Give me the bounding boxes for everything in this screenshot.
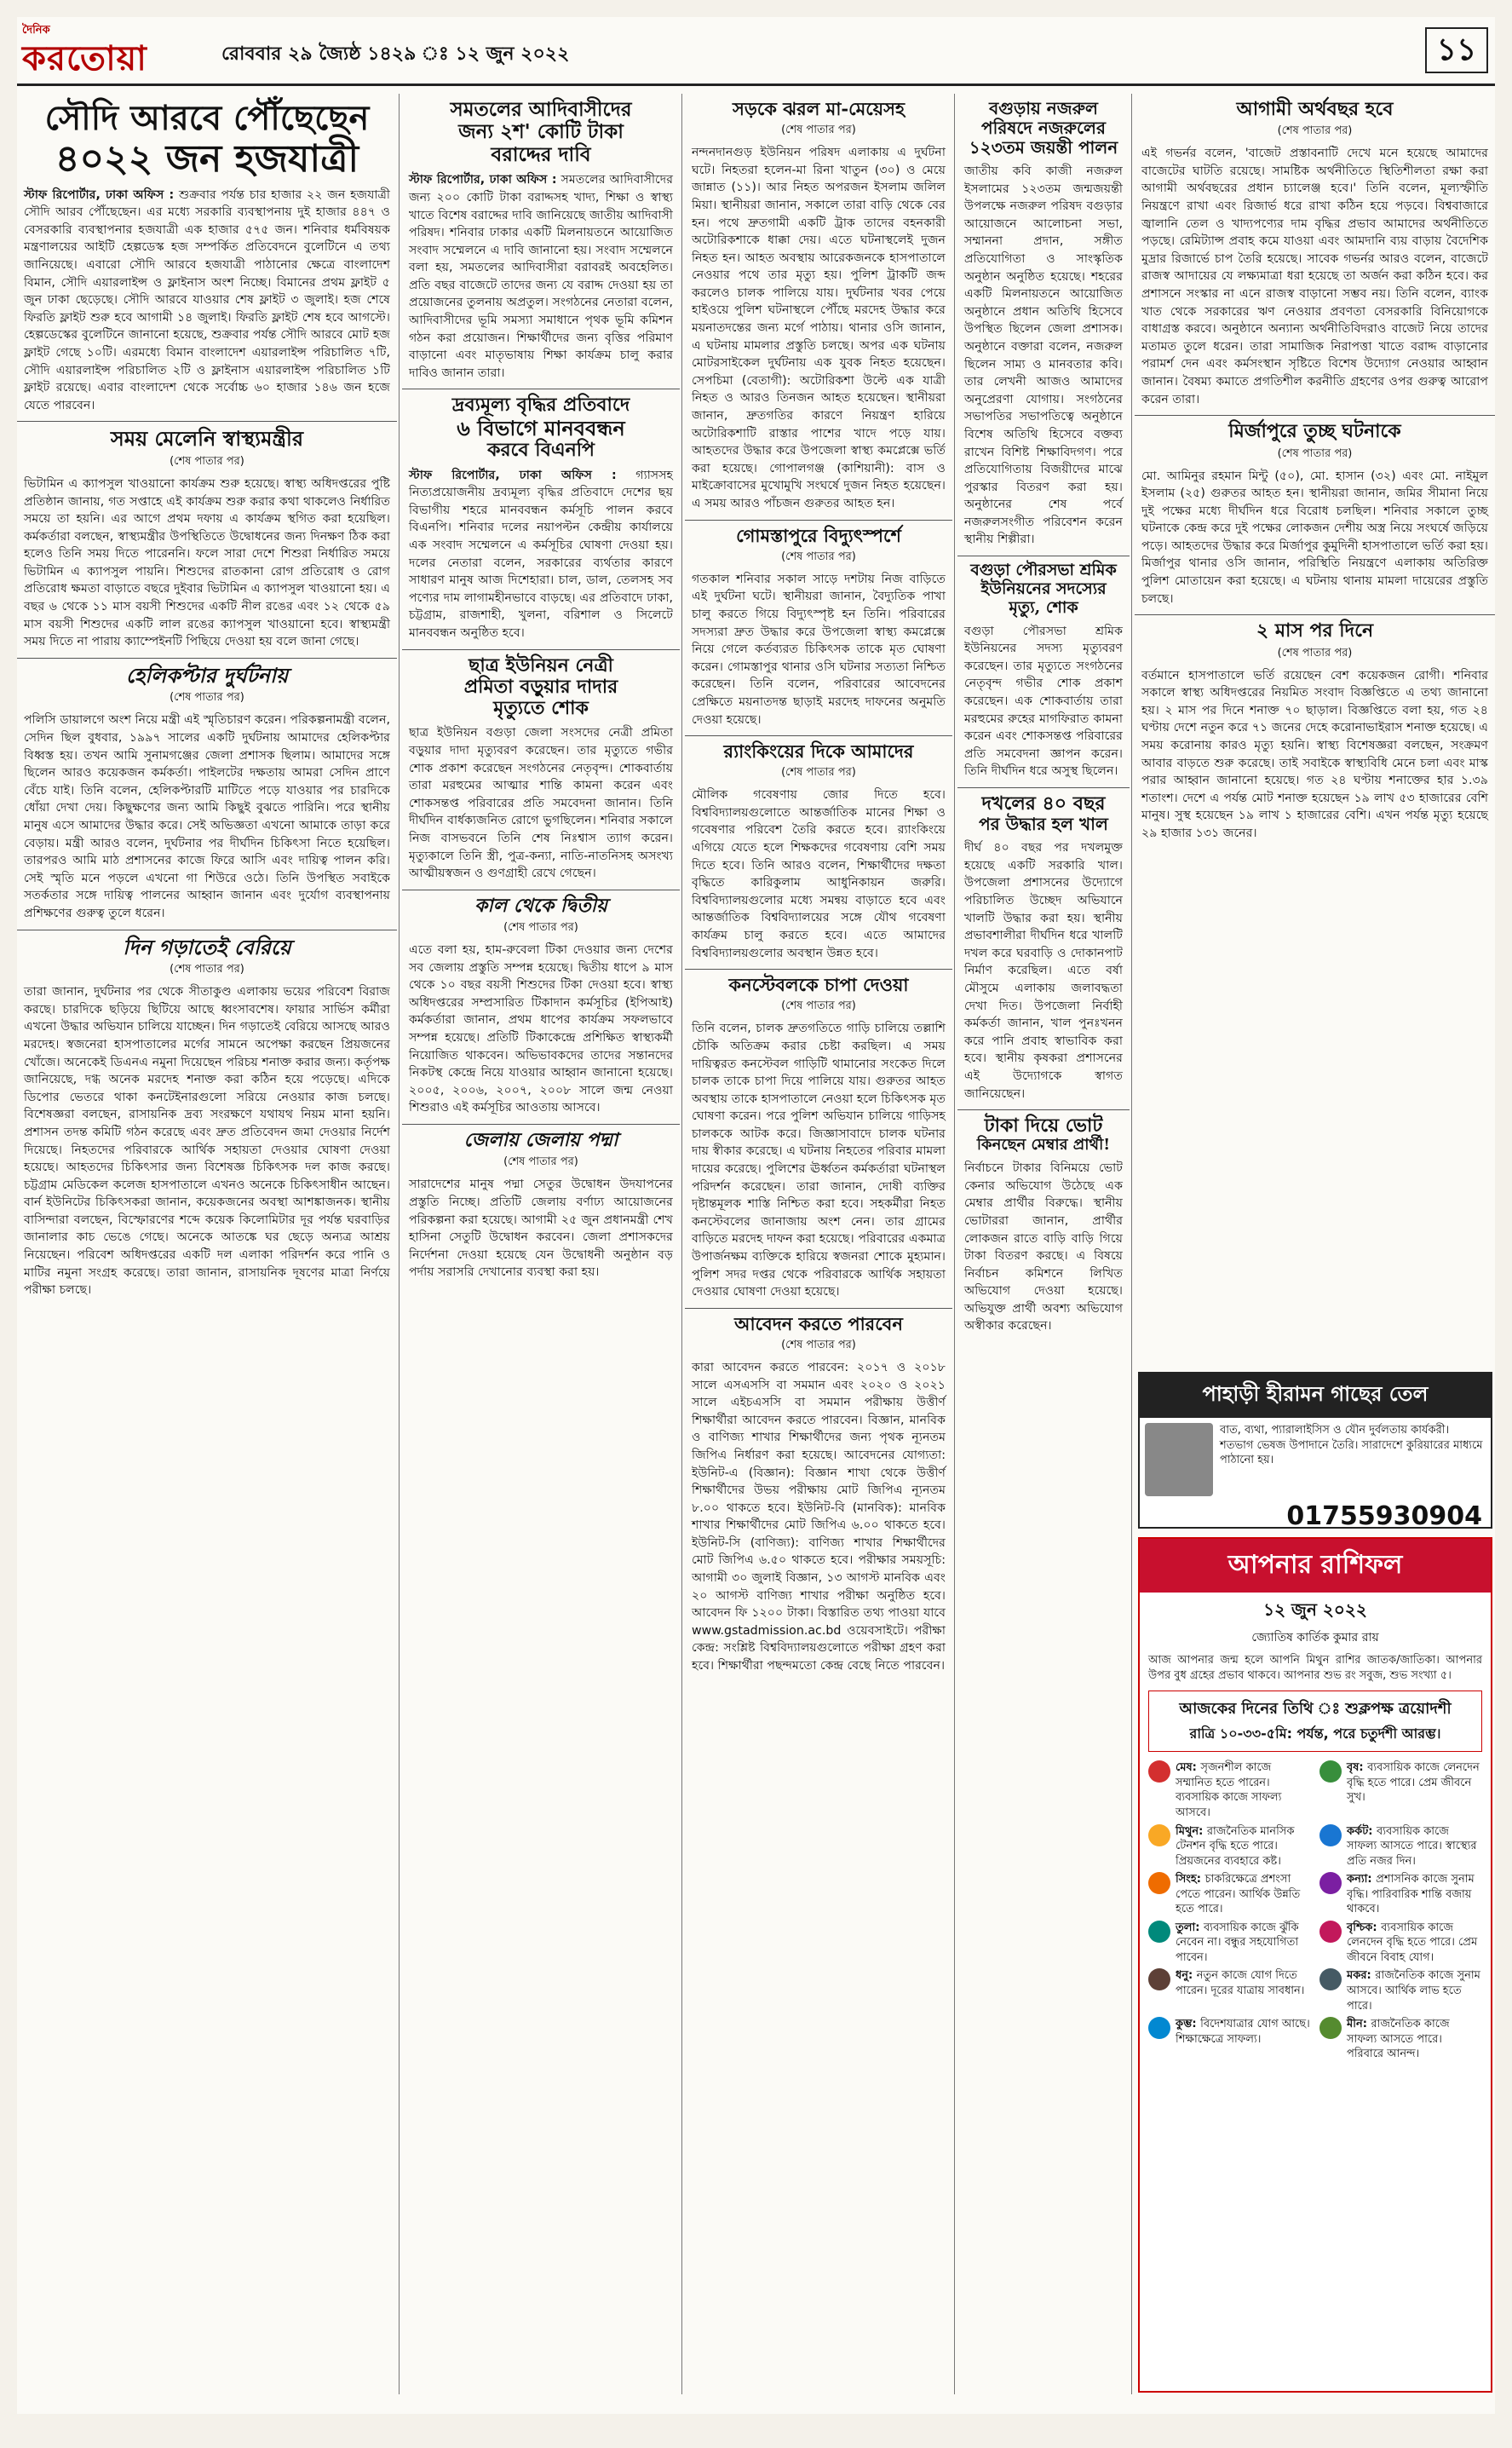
logo-small-text: দৈনিক [22, 24, 50, 37]
headline-line-3: মৃত্যুতে শোক [493, 697, 589, 720]
zodiac-text: ব্যবসায়িক কাজে সাফল্য আসতে পারে। স্বাস্থ্যের প্রতি নজর দিন। [1347, 1824, 1477, 1868]
continued-label: (শেষ পাতার পর) [170, 691, 244, 705]
zodiac-name: সিংহ: [1176, 1873, 1205, 1886]
article-electrocution [685, 521, 952, 736]
logo-title: করতোয়া [22, 38, 147, 78]
article-body: ছাত্র ইউনিয়ন বগুড়া জেলা সংসদের নেত্রী প্রমিতা বড়ুয়ার দাদা মৃত্যুবরণ করেছেন। তার মৃত্যুতে গভীর শোক প্রকাশ করেছেন সংগঠনের নেতৃবৃন্দ। শোকবার্তায় তারা মরহুমের আত্মার শান্তি কামনা করেন এবং শোকসন্তপ্ত পরিবারের প্রতি সমবেদনা জানান। তিনি দীর্ঘদিন বার্ধক্যজনিত রোগে ভুগছিলেন। শনিবার সকালে নিজ বাসভবনে তিনি শেষ নিঃশ্বাস ত্যাগ করেন। মৃত্যুকালে তিনি স্ত্রী, পুত্র-কন্যা, নাতি-নাতনিসহ অসংখ্য আত্মীয়স্বজন ও গুণগ্রাহী রেখে গেছেন। [409, 726, 673, 881]
zodiac-name: বৃশ্চিক: [1347, 1921, 1382, 1934]
article-nazrul [957, 94, 1130, 556]
headline: সড়কে ঝরল মা-মেয়েসহ [732, 98, 905, 119]
headline-line-1: সৌদি আরবে পৌঁছেছেন [44, 98, 370, 138]
article-body: সমতলের আদিবাসীদের জন্য ২০০ কোটি টাকা বরাদ্দসহ খাদ্য, শিক্ষা ও স্বাস্থ্য খাতে বিশেষ বরাদ্দের দাবি জানিয়েছে জাতীয় আদিবাসী পরিষদ। শনিবার ঢাকার একটি মিলনায়তনে আয়োজিত সংবাদ সম্মেলনে এ দাবি জানানো হয়। সংবাদ সম্মেলনে বলা হয়, সমতলের আদিবাসীরা বরাবরই অবহেলিত। প্রতি বছর বাজেটে তাদের জন্য যে বরাদ্দ দেওয়া হয় তা প্রয়োজনের তুলনায় অপ্রতুল। সংগঠনের নেতারা বলেন, আদিবাসীদের ভূমি সমস্যা সমাধানে পৃথক ভূমি কমিশন গঠন করা প্রয়োজন। শিক্ষার্থীদের জন্য বৃত্তির পরিমাণ বাড়ানো এবং মাতৃভাষায় শিক্ষা কার্যক্রম চালু করার দাবিও জানান তারা। [409, 173, 673, 380]
zodiac-name: তুলা: [1176, 1921, 1204, 1934]
article-next-fiscal-year [1135, 94, 1495, 416]
article-body: পলিসি ডায়ালগে অংশ নিয়ে মন্ত্রী এই স্মৃতিচারণ করেন। পরিকল্পনামন্ত্রী বলেন, সেদিন ছিল বুধবার, ১৯৯৭ সালের একটি দুর্ঘটনায় আমাদের হেলিকপ্টার বিধ্বস্ত হয়। তখন আমি সুনামগঞ্জের জেলা প্রশাসক ছিলাম। আমাদের সঙ্গে ছিলেন আরও কয়েকজন কর্মকর্তা। পাইলটের দক্ষতায় আমরা সেদিন প্রাণে বেঁচে যাই। তিনি বলেন, হেলিকপ্টারটি মাটিতে পড়ে যাওয়ার পর চারদিকে ধোঁয়া দেখা দেয়। কিছুক্ষণের জন্য আমি কিছুই বুঝতে পারিনি। পরে স্থানীয় মানুষ এসে আমাদের উদ্ধার করে। সেই অভিজ্ঞতা এখনো আমাকে তাড়া করে বেড়ায়। মন্ত্রী আরও বলেন, দুর্ঘটনার পর দীর্ঘদিন চিকিৎসা নিতে হয়েছিল। তারপরও আমি মাঠ প্রশাসনের কাজে ফিরে আসি এবং দায়িত্ব পালন করি। সেই স্মৃতি মনে পড়লে এখনো গা শিউরে ওঠে। তিনি উপস্থিত সবাইকে সতর্কতার সঙ্গে দায়িত্ব পালনের আহ্বান জানান এবং দুর্যোগ ব্যবস্থাপনায় প্রশিক্ষণের গুরুত্ব তুলে ধরেন। [24, 713, 390, 920]
newspaper-logo [22, 22, 167, 78]
article-indigenous-budget [402, 94, 680, 389]
zodiac-sign-icon [1148, 2017, 1170, 2039]
headline-line-1: সমতলের আদিবাসীদের [450, 98, 632, 121]
headline-line-2: পর উদ্ধার হল খাল [979, 814, 1108, 835]
zodiac-text: ব্যবসায়িক কাজে লেনদেন বৃদ্ধি হতে পারে। প্রেম জীবনে বিবাহ যোগ। [1347, 1921, 1478, 1964]
zodiac-sign-icon [1148, 1921, 1170, 1943]
zodiac-sign-icon [1319, 1921, 1342, 1943]
byline: স্টাফ রিপোর্টার, ঢাকা অফিস : [409, 468, 617, 482]
article-canal-recovered [957, 788, 1130, 1110]
headline: আবেদন করতে পারবেন [734, 1312, 903, 1334]
continued-label: (শেষ পাতার পর) [503, 921, 578, 935]
article-road-accident [685, 94, 952, 521]
article-mirzapur [1135, 416, 1495, 615]
article-body: কারা আবেদন করতে পারবেন: ২০১৭ ও ২০১৮ সালে এসএসসি বা সমমান এবং ২০২০ ও ২০২১ সালে এইচএসসি বা সমমান পরীক্ষায় উত্তীর্ণ শিক্ষার্থীরা আবেদন করতে পারবেন। বিজ্ঞান, মানবিক ও বাণিজ্য শাখার শিক্ষার্থীদের জন্য পৃথক ন্যূনতম জিপিএ নির্ধারণ করা হয়েছে। আবেদনের যোগ্যতা: ইউনিট-এ (বিজ্ঞান): বিজ্ঞান শাখা থেকে উত্তীর্ণ শিক্ষার্থীদের উভয় পরীক্ষায় মোট জিপিএ ন্যূনতম ৮.০০ থাকতে হবে। ইউনিট-বি (মানবিক): মানবিক শাখার শিক্ষার্থীদের মোট জিপিএ ৬.০০ থাকতে হবে। ইউনিট-সি (বাণিজ্য): বাণিজ্য শাখার শিক্ষার্থীদের মোট জিপিএ ৬.৫০ থাকতে হবে। পরীক্ষার সময়সূচি: আগামী ৩০ জুলাই বিজ্ঞান, ১৩ আগস্ট মানবিক এবং ২০ আগস্ট বাণিজ্য শাখার পরীক্ষা অনুষ্ঠিত হবে। আবেদন ফি ১২০০ টাকা। বিস্তারিত তথ্য পাওয়া যাবে www.gstadmission.ac.bd ওয়েবসাইটে। পরীক্ষা কেন্দ্র: সংশ্লিষ্ট বিশ্ববিদ্যালয়গুলোতে পরীক্ষা গ্রহণ করা হবে। শিক্ষার্থীরা পছন্দমতো কেন্দ্র বেছে নিতে পারবেন। [692, 1360, 946, 1673]
column-1 [17, 94, 397, 2394]
zodiac-item [1148, 1760, 1311, 1820]
zodiac-name: কুম্ভ: [1176, 2018, 1201, 2031]
column-divider [954, 94, 955, 2394]
article-body: নন্দনদানগুড় ইউনিয়ন পরিষদ এলাকায় এ দুর্ঘটনা ঘটে। নিহতরা হলেন-মা রিনা খাতুন (৩০) ও মেয়ে জান্নাত (১১)। আর নিহত অপরজন ইসলাম জলিল মিয়া। স্থানীয়রা জানান, সকালে তারা বাড়ি থেকে বের হন। পথে দ্রুতগামী একটি ট্রাক তাদের বহনকারী অটোরিকশাকে ধাক্কা দেয়। এতে ঘটনাস্থলেই দুজন নিহত হন। আহত অবস্থায় আরেকজনকে হাসপাতালে নেওয়ার পথে তার মৃত্যু হয়। পুলিশ ট্রাকটি জব্দ করলেও চালক পালিয়ে যায়। দুর্ঘটনার খবর পেয়ে হাইওয়ে পুলিশ ঘটনাস্থলে পৌঁছে মরদেহ উদ্ধার করে ময়নাতদন্তের জন্য মর্গে পাঠায়। থানার ওসি জানান, এ ঘটনায় মামলার প্রস্তুতি চলছে। অপর এক ঘটনায় মোটরসাইকেল দুর্ঘটনায় এক যুবক নিহত হয়েছেন। সেপচিমা (বেতাগী): অটোরিকশা উল্টে এক যাত্রী নিহত ও আরও তিনজন আহত হয়েছেন। স্থানীয়রা জানান, দ্রুতগতির কারণে নিয়ন্ত্রণ হারিয়ে অটোরিকশাটি রাস্তার পাশের খাদে পড়ে যায়। আহতদের উদ্ধার করে উপজেলা স্বাস্থ্য কমপ্লেক্সে ভর্তি করা হয়েছে। গোপালগঞ্জ (কাশিয়ানী): বাস ও মাইক্রোবাসের মুখোমুখি সংঘর্ষে দুজন নিহত হয়েছেন। এ সময় আরও পাঁচজন গুরুতর আহত হন। [692, 146, 946, 511]
zodiac-item [1319, 2017, 1482, 2062]
headline: দিন গড়াতেই বেরিয়ে [123, 934, 291, 959]
continued-label: (শেষ পাতার পর) [503, 1155, 578, 1169]
zodiac-name: মিথুন: [1176, 1824, 1207, 1838]
column-3 [685, 94, 952, 2394]
zodiac-item [1319, 1968, 1482, 2013]
continued-label: (শেষ পাতার পর) [781, 124, 856, 137]
zodiac-sign-icon [1319, 1872, 1342, 1894]
zodiac-name: কর্কট: [1347, 1824, 1377, 1838]
continued-label: (শেষ পাতার পর) [781, 999, 856, 1013]
page-number: ১১ [1425, 27, 1488, 73]
headline: কাল থেকে দ্বিতীয় [474, 894, 607, 917]
article-body: এতে বলা হয়, হাম-রুবেলা টিকা দেওয়ার জন্য দেশের সব জেলায় প্রস্তুতি সম্পন্ন হয়েছে। দ্বিতীয় ধাপে ৯ মাস থেকে ১০ বছর বয়সী শিশুদের টিকা দেওয়া হবে। স্বাস্থ্য অধিদপ্তরের সম্প্রসারিত টিকাদান কর্মসূচির (ইপিআই) কর্মকর্তারা জানান, প্রথম ধাপের কার্যক্রম সফলভাবে সম্পন্ন হয়েছে। প্রতিটি টিকাকেন্দ্রে প্রশিক্ষিত স্বাস্থ্যকর্মী নিয়োজিত থাকবেন। অভিভাবকদের তাদের সন্তানদের নিকটস্থ কেন্দ্রে নিয়ে যাওয়ার আহ্বান জানানো হয়েছে। ২০০৫, ২০০৬, ২০০৭, ২০০৮ সালে জন্ম নেওয়া শিশুরাও এই কর্মসূচির আওতায় আসবে। [409, 943, 673, 1115]
horoscope-date: ১২ জুন ২০২২ [1263, 1599, 1367, 1620]
headline-line-1: বগুড়ায় নজরুল [989, 98, 1098, 118]
article-body: বগুড়া পৌরসভা শ্রমিক ইউনিয়নের সদস্য মৃত্যুবরণ করেছেন। তার মৃত্যুতে সংগঠনের নেতৃবৃন্দ গভীর শোক প্রকাশ করেছেন। এক শোকবার্তায় তারা মরহুমের রুহের মাগফিরাত কামনা করেন এবং শোকসন্তপ্ত পরিবারের প্রতি সমবেদনা জ্ঞাপন করেন। তিনি দীর্ঘদিন ধরে অসুস্থ ছিলেন। [964, 624, 1123, 779]
article-body: ভিটামিন এ ক্যাপসুল খাওয়ানো কার্যক্রম শুরু হয়েছে। স্বাস্থ্য অধিদপ্তরের পুষ্টি প্রতিষ্ঠান জানায়, গত সপ্তাহে এই কার্যক্রম শুরু করার কথা থাকলেও নির্ধারিত সময়ে তা হয়নি। এর আগে প্রথম দফায় এ কার্যক্রম স্থগিত করা হয়েছিল। কর্মকর্তারা বলছেন, স্বাস্থ্যমন্ত্রীর উপস্থিতিতে উদ্বোধনের জন্য দিনক্ষণ ঠিক করা হলেও তিনি সময় দিতে পারেননি। ফলে সারা দেশে শিশুরা নির্ধারিত সময়ে ভিটামিন এ ক্যাপসুল পায়নি। শিশুদের রাতকানা রোগ প্রতিরোধ ও রোগ প্রতিরোধ ক্ষমতা বাড়াতে বছরে দুইবার ভিটামিন এ ক্যাপসুল খাওয়ানো হয়। এ বছর ৬ থেকে ১১ মাস বয়সী শিশুদের একটি নীল রঙের এবং ১২ থেকে ৫৯ মাস বয়সী শিশুদের একটি লাল রঙের ক্যাপসুল খাওয়ানো হবে। স্বাস্থ্যমন্ত্রী সময় দিতে না পারায় ক্যাম্পেইনটি পিছিয়ে দেওয়া হয় বলে জানা গেছে। [24, 476, 390, 649]
column-divider [681, 94, 682, 2394]
headline-line-3: বরাদ্দের দাবি [491, 142, 591, 166]
article-body: মো. আমিনুর রহমান মিন্টু (৫০), মো. হাসান (৩২) এবং মো. নাইমুল ইসলাম (২৫) গুরুতর আহত হন। স্থানীয়রা জানান, জমির সীমানা নিয়ে দুই পক্ষের মধ্যে দীর্ঘদিন ধরে বিরোধ চলছিল। শনিবার সকালে তুচ্ছ ঘটনাকে কেন্দ্র করে দুই পক্ষের লোকজন দেশীয় অস্ত্র নিয়ে সংঘর্ষে জড়িয়ে পড়ে। আহতদের উদ্ধার করে মির্জাপুর কুমুদিনী হাসপাতালে ভর্তি করা হয়। মির্জাপুর থানার ওসি জানান, পরিস্থিতি নিয়ন্ত্রণে এলাকায় অতিরিক্ত পুলিশ মোতায়েন করা হয়েছে। এ ঘটনায় থানায় মামলা দায়েরের প্রস্তুতি চলছে। [1141, 469, 1488, 606]
continued-label: (শেষ পাতার পর) [170, 454, 244, 468]
headline-line-2: ৪০২২ জন হজযাত্রী [55, 137, 359, 181]
headline-line-1: দ্রব্যমূল্য বৃদ্ধির প্রতিবাদে [451, 394, 630, 417]
zodiac-item [1319, 1872, 1482, 1917]
column-4 [957, 94, 1130, 2394]
article-constable [685, 970, 952, 1309]
article-covid-two-months [1135, 615, 1495, 849]
continued-label: (শেষ পাতার পর) [1277, 446, 1353, 460]
article-body: তিনি বলেন, চালক দ্রুতগতিতে গাড়ি চালিয়ে তল্লাশি চৌকি অতিক্রম করার চেষ্টা করছিল। এ সময় দায়িত্বরত কনস্টেবল গাড়িটি থামানোর সংকেত দিলে চালক তাকে চাপা দিয়ে পালিয়ে যায়। গুরুতর আহত অবস্থায় তাকে হাসপাতালে নেওয়া হলে চিকিৎসক মৃত ঘোষণা করেন। পরে পুলিশ অভিযান চালিয়ে গাড়িসহ চালককে আটক করে। জিজ্ঞাসাবাদে চালক ঘটনার দায় স্বীকার করেছে। এ ঘটনায় নিহতের পরিবার মামলা দায়ের করেছে। পুলিশের ঊর্ধ্বতন কর্মকর্তারা ঘটনাস্থল পরিদর্শন করেছেন। তারা জানান, দোষী ব্যক্তির দৃষ্টান্তমূলক শাস্তি নিশ্চিত করা হবে। সহকর্মীরা নিহত কনস্টেবলের জানাজায় অংশ নেন। তার গ্রামের বাড়িতে মরদেহ দাফন করা হয়েছে। পরিবারের একমাত্র উপার্জনক্ষম ব্যক্তিকে হারিয়ে স্বজনরা শোকে মুহ্যমান। পুলিশ সদর দপ্তর থেকে পরিবারকে আর্থিক সহায়তা দেওয়ার ঘোষণা দেওয়া হয়েছে। [692, 1022, 946, 1299]
zodiac-item [1148, 1968, 1311, 2013]
zodiac-sign-icon [1148, 1824, 1170, 1846]
headline-line-1: ছাত্র ইউনিয়ন নেত্রী [469, 654, 613, 677]
ad-portrait-image [1145, 1423, 1213, 1496]
article-admission [685, 1309, 952, 1682]
dateline: রোববার ২৯ জ্যৈষ্ঠ ১৪২৯ ঃ ১২ জুন ২০২২ [221, 43, 570, 65]
zodiac-item [1319, 1921, 1482, 1966]
ad-title: পাহাড়ী হীরামন গাছের তেল [1140, 1374, 1491, 1418]
zodiac-sign-icon [1319, 1824, 1342, 1846]
column-2 [402, 94, 680, 2394]
article-body: শুক্রবার পর্যন্ত চার হাজার ২২ জন হজযাত্রী সৌদি আরব পৌঁছেছেন। এর মধ্যে সরকারি ব্যবস্থাপনায় দুই হাজার ৪৪৭ ও বেসরকারি ব্যবস্থাপনার হজযাত্রী এক হাজার ৫৭৫ জন। শনিবার ধর্মবিষয়ক মন্ত্রণালয়ের আইটি হেল্পডেস্ক হজ সম্পর্কিত প্রতিবেদনে বুলেটিনে এ তথ্য জানিয়েছে। এবারো সৌদি আরবে হজযাত্রী পাঠানোর ক্ষেত্রে বাংলাদেশ বিমান, সৌদি এয়ারলাইন্স ও ফ্লাইনাস অংশ নিচ্ছে। বিমানের প্রথম ফ্লাইট ৫ জুন ঢাকা ছেড়েছে। সৌদি আরবে যাওয়ার শেষ ফ্লাইট ৩ জুলাই। হজ শেষে ফিরতি ফ্লাইট শুরু হবে আগামী ১৪ জুলাই। ফিরতি ফ্লাইট শেষ হবে আগস্টে। হেল্পডেস্কের বুলেটিনে জানানো হয়েছে, শুক্রবার পর্যন্ত সৌদি আরবে মোট হজ ফ্লাইট গেছে ১০টি। এরমধ্যে বিমান বাংলাদেশ এয়ারলাইন্স পরিচালিত ৭টি, সৌদি এয়ারলাইন্স পরিচালিত ২টি ও ফ্লাইনাস এয়ারলাইন্স পরিচালিত ১টি ফ্লাইট রয়েছে। এবার বাংলাদেশ থেকে সর্বোচ্চ ৬০ হাজার ১৪৬ জন হজে যেতে পারবেন। [24, 187, 390, 412]
headline: কনস্টেবলকে চাপা দেওয়া [728, 974, 909, 996]
headline: জেলায় জেলায় পদ্মা [463, 1129, 618, 1152]
astrologer-name: জ্যোতিষ কার্তিক কুমার রায় [1251, 1631, 1379, 1644]
article-body: গতকাল শনিবার সকাল সাড়ে দশটায় নিজ বাড়িতে এই দুর্ঘটনা ঘটে। স্থানীয়রা জানান, বৈদ্যুতিক পাখা চালু করতে গিয়ে বিদ্যুৎস্পৃষ্ট হন তিনি। পরিবারের সদস্যরা দ্রুত উদ্ধার করে উপজেলা স্বাস্থ্য কমপ্লেক্সে নিয়ে গেলে কর্তব্যরত চিকিৎসক তাকে মৃত ঘোষণা করেন। গোমস্তাপুর থানার ওসি ঘটনার সত্যতা নিশ্চিত করেছেন। তিনি বলেন, পরিবারের আবেদনের প্রেক্ষিতে ময়নাতদন্ত ছাড়াই মরদেহ দাফনের অনুমতি দেওয়া হয়েছে। [692, 572, 946, 727]
headline-line-1: টাকা দিয়ে ভোট [984, 1115, 1103, 1138]
zodiac-sign-icon [1319, 2017, 1342, 2039]
zodiac-text: সৃজনশীল কাজে সম্মানিত হতে পারেন। ব্যবসায়িক কাজে সাফল্য আসবে। [1176, 1761, 1282, 1820]
horoscope-title: আপনার রাশিফল [1140, 1539, 1491, 1593]
headline-line-1: দখলের ৪০ বছর [981, 792, 1106, 815]
article-saudi-hajj [17, 94, 397, 422]
zodiac-name: কন্যা: [1347, 1873, 1377, 1886]
column-divider [1131, 94, 1132, 2394]
headline-line-2: ৬ বিভাগে মানববন্ধন [457, 415, 625, 441]
zodiac-text: বিদেশযাত্রার যোগ আছে। শিক্ষাক্ষেত্রে সাফল্য। [1176, 2018, 1310, 2046]
zodiac-item [1319, 1824, 1482, 1869]
article-day-passes [17, 930, 397, 1306]
zodiac-item [1148, 2017, 1311, 2062]
headline-line-3: করবে বিএনপি [487, 439, 595, 462]
masthead [17, 17, 1495, 86]
zodiac-text: প্রশাসনিক কাজে সুনাম বৃদ্ধি। পারিবারিক শান্তি বজায় থাকবে। [1347, 1873, 1475, 1916]
headline-line-1: বগুড়া পৌরসভা শ্রমিক [970, 561, 1117, 580]
byline: স্টাফ রিপোর্টার, ঢাকা অফিস : [409, 173, 557, 187]
article-helicopter-crash [17, 659, 397, 930]
article-health-minister [17, 422, 397, 659]
continued-label: (শেষ পাতার পর) [781, 766, 856, 780]
headline-line-2: জন্য ২শ' কোটি টাকা [458, 120, 624, 144]
article-second-phase [402, 890, 680, 1125]
ad-phone: 01755930904 [1286, 1501, 1482, 1531]
continued-label: (শেষ পাতার পর) [170, 963, 244, 976]
column-5 [1135, 94, 1495, 1363]
continued-label: (শেষ পাতার পর) [781, 1338, 856, 1351]
continued-label: (শেষ পাতার পর) [1277, 124, 1353, 138]
zodiac-text: চাকরিক্ষেত্রে প্রশংসা পেতে পারেন। আর্থিক উন্নতি হতে পারে। [1176, 1873, 1301, 1916]
zodiac-name: মীন: [1347, 2018, 1371, 2031]
article-bnp-human-chain [402, 389, 680, 649]
article-vote-buying [957, 1110, 1130, 1342]
horoscope-section [1138, 1537, 1492, 2393]
zodiac-text: নতুন কাজে যোগ দিতে পারেন। দূরের যাত্রায় সাবধান। [1176, 1969, 1305, 1998]
zodiac-name: মকর: [1347, 1969, 1376, 1983]
headline-line-3: মৃত্যু, শোক [1009, 597, 1078, 617]
article-body: মৌলিক গবেষণায় জোর দিতে হবে। বিশ্ববিদ্যালয়গুলোতে আন্তর্জাতিক মানের শিক্ষা ও গবেষণার পরিবেশ তৈরি করতে হবে। র‍্যাংকিংয়ে এগিয়ে যেতে হলে শিক্ষকদের গবেষণায় বেশি সময় দিতে হবে। তিনি আরও বলেন, শিক্ষার্থীদের দক্ষতা বৃদ্ধিতে কারিকুলাম আধুনিকায়ন জরুরি। বিশ্ববিদ্যালয়গুলোর মধ্যে সমন্বয় বাড়াতে হবে এবং আন্তর্জাতিক বিশ্ববিদ্যালয়ের সঙ্গে যৌথ গবেষণা কার্যক্রম চালু করতে হবে। এতে আমাদের বিশ্ববিদ্যালয়গুলোর অবস্থান উন্নত হবে। [692, 788, 946, 960]
zodiac-item [1148, 1824, 1311, 1869]
zodiac-text: রাজনৈতিক মানসিক টেনশন বৃদ্ধি হতে পারে। প্রিয়জনের ব্যবহারে কষ্ট। [1176, 1824, 1295, 1868]
zodiac-item [1319, 1760, 1482, 1820]
article-ranking [685, 736, 952, 970]
advertisement-hiramon-oil [1138, 1372, 1492, 1529]
horoscope-intro: আজ আপনার জন্ম হলে আপনি মিথুন রাশির জাতক/জাতিকা। আপনার উপর বুধ গ্রহের প্রভাব থাকবে। আপনার শুভ রং সবুজ, শুভ সংখ্যা ৫। [1148, 1654, 1482, 1683]
byline: স্টাফ রিপোর্টার, ঢাকা অফিস : [24, 187, 175, 202]
article-body: তারা জানান, দুর্ঘটনার পর থেকে সীতাকুণ্ড এলাকায় ভয়ের পরিবেশ বিরাজ করছে। চারদিকে ছড়িয়ে ছিটিয়ে আছে ধ্বংসাবশেষ। ফায়ার সার্ভিস কর্মীরা এখনো উদ্ধার অভিযান চালিয়ে যাচ্ছেন। দিন গড়াতেই বেরিয়ে আসছে আরও মরদেহ। স্বজনেরা হাসপাতালের মর্গের সামনে অপেক্ষা করছেন প্রিয়জনের খোঁজে। অনেকেই ডিএনএ নমুনা দিয়েছেন পরিচয় শনাক্ত করার জন্য। কর্তৃপক্ষ জানিয়েছে, দগ্ধ অনেক মরদেহ শনাক্ত করা কঠিন হয়ে পড়েছে। এদিকে ডিপোর ভেতরে থাকা কনটেইনারগুলো সরিয়ে নেওয়ার কাজ চলছে। বিশেষজ্ঞরা বলছেন, রাসায়নিক দ্রব্য সংরক্ষণে যথাযথ নিয়ম মানা হয়নি। প্রশাসন তদন্ত কমিটি গঠন করেছে এবং দ্রুত প্রতিবেদন জমা দেওয়ার নির্দেশ দিয়েছে। নিহতদের পরিবারকে আর্থিক সহায়তা দেওয়ার ঘোষণা দেওয়া হয়েছে। আহতদের চিকিৎসার জন্য বিশেষজ্ঞ চিকিৎসক দল কাজ করছে। চট্টগ্রাম মেডিকেল কলেজ হাসপাতালে এখনও অনেকে চিকিৎসাধীন আছেন। বার্ন ইউনিটের চিকিৎসকরা জানান, কয়েকজনের অবস্থা আশঙ্কাজনক। স্থানীয় বাসিন্দারা বলছেন, বিস্ফোরণের শব্দে কয়েক কিলোমিটার দূর পর্যন্ত ঘরবাড়ির জানালার কাচ ভেঙে গেছে। অনেকে আতঙ্কে ঘর ছেড়ে অন্যত্র আশ্রয় নিয়েছেন। পরিবেশ অধিদপ্তরের একটি দল এলাকা পরিদর্শন করে পানি ও মাটির নমুনা সংগ্রহ করেছে। তারা জানান, রাসায়নিক দূষণের মাত্রা নির্ণয়ে পরীক্ষা চলছে। [24, 985, 390, 1298]
article-body: দীর্ঘ ৪০ বছর পর দখলমুক্ত হয়েছে একটি সরকারি খাল। উপজেলা প্রশাসনের উদ্যোগে পরিচালিত উচ্ছেদ অভিযানে খালটি উদ্ধার করা হয়। স্থানীয় প্রভাবশালীরা দীর্ঘদিন ধরে খালটি দখল করে ঘরবাড়ি ও দোকানপাট নির্মাণ করেছিল। এতে বর্ষা মৌসুমে এলাকায় জলাবদ্ধতা দেখা দিত। উপজেলা নির্বাহী কর্মকর্তা জানান, খাল পুনঃখনন করে পানি প্রবাহ স্বাভাবিক করা হবে। স্থানীয় কৃষকরা প্রশাসনের এই উদ্যোগকে স্বাগত জানিয়েছেন। [964, 841, 1123, 1101]
headline: ২ মাস পর দিনে [1256, 619, 1374, 642]
article-body: জাতীয় কবি কাজী নজরুল ইসলামের ১২৩তম জন্মজয়ন্তী উপলক্ষে নজরুল পরিষদ বগুড়ার আয়োজনে আলোচনা সভা, সম্মাননা প্রদান, সঙ্গীত প্রতিযোগিতা ও সাংস্কৃতিক অনুষ্ঠান অনুষ্ঠিত হয়েছে। শহরের একটি মিলনায়তনে আয়োজিত অনুষ্ঠানে প্রধান অতিথি হিসেবে উপস্থিত ছিলেন জেলা প্রশাসক। অনুষ্ঠানে বক্তারা বলেন, নজরুল ছিলেন সাম্য ও মানবতার কবি। তার লেখনী আজও আমাদের অনুপ্রেরণা যোগায়। সংগঠনের সভাপতির সভাপতিত্বে অনুষ্ঠানে বিশেষ অতিথি হিসেবে বক্তব্য রাখেন বিশিষ্ট শিক্ষাবিদগণ। পরে প্রতিযোগিতায় বিজয়ীদের মাঝে পুরস্কার বিতরণ করা হয়। অনুষ্ঠানের শেষ পর্বে নজরুলসংগীত পরিবেশন করেন স্থানীয় শিল্পীরা। [964, 164, 1123, 547]
zodiac-item [1148, 1921, 1311, 1966]
zodiac-item [1148, 1872, 1311, 1917]
tithi-detail: রাত্রি ১০-৩৩-৫মি: পর্যন্ত, পরে চতুর্দশী আরম্ভ। [1189, 1725, 1441, 1742]
article-body: নির্বাচনে টাকার বিনিময়ে ভোট কেনার অভিযোগ উঠেছে এক মেম্বার প্রার্থীর বিরুদ্ধে। স্থানীয় ভোটাররা জানান, প্রার্থীর লোকজন রাতে বাড়ি বাড়ি গিয়ে টাকা বিতরণ করছে। এ বিষয়ে নির্বাচন কমিশনে লিখিত অভিযোগ দেওয়া হয়েছে। অভিযুক্ত প্রার্থী অবশ্য অভিযোগ অস্বীকার করেছেন। [964, 1161, 1123, 1333]
tithi-label: আজকের দিনের তিথি ঃ শুক্লপক্ষ ত্রয়োদশী [1179, 1700, 1452, 1719]
headline: আগামী অর্থবছর হবে [1236, 98, 1394, 120]
zodiac-list [1140, 1759, 1491, 2063]
column-divider [399, 94, 400, 2394]
zodiac-sign-icon [1148, 1968, 1170, 1990]
article-body: বর্তমানে হাসপাতালে ভর্তি রয়েছেন বেশ কয়েকজন রোগী। শনিবার সকালে স্বাস্থ্য অধিদপ্তরের নিয়মিত সংবাদ বিজ্ঞপ্তিতে এ তথ্য জানানো হয়। ২ মাস পর দিনে শনাক্ত ৭০ ছাড়াল। বিজ্ঞপ্তিতে বলা হয়, গত ২৪ ঘণ্টায় দেশে নতুন করে ৭১ জনের দেহে করোনাভাইরাস শনাক্ত হয়েছে। এ সময় করোনায় কারও মৃত্যু হয়নি। স্বাস্থ্য বিশেষজ্ঞরা বলছেন, সংক্রমণ আবার বাড়তে শুরু করেছে। তাই সবাইকে স্বাস্থ্যবিধি মেনে চলা এবং মাস্ক পরার আহ্বান জানানো হয়েছে। গত ২৪ ঘণ্টায় শনাক্তের হার ১.৩৯ শতাংশ। দেশে এ পর্যন্ত মোট শনাক্ত হয়েছেন ১৯ লাখ ৫৩ হাজারের বেশি মানুষ। সুস্থ হয়েছেন ১৯ লাখ ১ হাজারের বেশি। এখন পর্যন্ত মৃত্যু হয়েছে ২৯ হাজার ১৩১ জনের। [1141, 668, 1488, 840]
headline: গোমস্তাপুরে বিদ্যুৎস্পর্শে [736, 524, 901, 546]
zodiac-name: মেষ: [1176, 1761, 1201, 1775]
zodiac-text: ব্যবসায়িক কাজে ঝুঁকি নেবেন না। বন্ধুর সহযোগিতা পাবেন। [1176, 1921, 1299, 1964]
headline: হেলিকপ্টার দুর্ঘটনায় [125, 662, 289, 688]
headline-line-2: ইউনিয়নের সদস্যের [980, 579, 1107, 598]
zodiac-text: রাজনৈতিক কাজে সুনাম আসবে। আর্থিক লাভ হতে পারে। [1347, 1969, 1480, 2013]
headline-line-3: ১২৩তম জয়ন্তী পালন [969, 137, 1118, 158]
zodiac-sign-icon [1148, 1872, 1170, 1894]
newspaper-page [17, 17, 1495, 2414]
headline: র‍্যাংকিংয়ের দিকে আমাদের [723, 740, 914, 763]
article-pourashava-worker [957, 556, 1130, 788]
headline-line-2: পরিষদে নজরুলের [981, 118, 1106, 138]
article-body: এই গভর্নর বলেন, 'বাজেট প্রস্তাবনাটি দেখে মনে হয়েছে আমাদের বাজেটের ঘাটতি রয়েছে। সামষ্টিক অর্থনীতিতে স্থিতিশীলতা রক্ষা করা আগামী অর্থবছরের প্রধান চ্যালেঞ্জ হবে।' তিনি বলেন, মূল্যস্ফীতি নিয়ন্ত্রণে রাখা এবং রিজার্ভ ধরে রাখা কঠিন হয়ে পড়বে। বিশ্ববাজারে জ্বালানি তেল ও খাদ্যপণ্যের দাম বৃদ্ধির প্রভাব আমাদের অর্থনীতিতে পড়ছে। রেমিট্যান্স প্রবাহ কমে যাওয়া এবং আমদানি ব্যয় বাড়ায় বৈদেশিক মুদ্রার রিজার্ভে চাপ তৈরি হয়েছে। সাবেক গভর্নর আরও বলেন, বাজেটে রাজস্ব আদায়ের যে লক্ষ্যমাত্রা ধরা হয়েছে তা অর্জন করা কঠিন হবে। কর প্রশাসনে সংস্কার না এনে রাজস্ব বাড়ানো সম্ভব নয়। তিনি বলেন, ব্যাংক খাত থেকে সরকারের ঋণ নেওয়ার প্রবণতা বেসরকারি বিনিয়োগকে বাধাগ্রস্ত করবে। অনুষ্ঠানে অন্যান্য অর্থনীতিবিদরাও বাজেট নিয়ে তাদের মতামত তুলে ধরেন। তারা সামাজিক নিরাপত্তা খাতে বরাদ্দ বাড়ানোর পরামর্শ দেন এবং কর্মসংস্থান সৃষ্টিতে বিশেষ উদ্যোগ নেওয়ার আহ্বান জানান। বৈষম্য কমাতে প্রগতিশীল করনীতি গ্রহণের ওপর গুরুত্ব আরোপ করেন তারা। [1141, 147, 1488, 406]
zodiac-text: রাজনৈতিক কাজে সাফল্য আসতে পারে। পরিবারে আনন্দ। [1347, 2018, 1450, 2061]
ad-text: বাত, ব্যথা, প্যারালাইসিস ও যৌন দুর্বলতায় কার্যকরী। শতভাগ ভেষজ উপাদানে তৈরি। সারাদেশে কুরিয়ারের মাধ্যমে পাঠানো হয়। [1220, 1424, 1483, 1467]
headline: সময় মেলেনি স্বাস্থ্যমন্ত্রীর [110, 426, 304, 452]
continued-label: (শেষ পাতার পর) [781, 550, 856, 563]
continued-label: (শেষ পাতার পর) [1277, 646, 1353, 660]
zodiac-sign-icon [1319, 1968, 1342, 1990]
article-padma-districts [402, 1125, 680, 1288]
article-body: গ্যাসসহ নিত্যপ্রয়োজনীয় দ্রব্যমূল্য বৃদ্ধির প্রতিবাদে দেশের ছয় বিভাগীয় শহরে মানববন্ধন কর্মসূচি পালন করবে বিএনপি। শনিবার দলের নয়াপল্টন কেন্দ্রীয় কার্যালয়ে এক সংবাদ সম্মেলনে এ কর্মসূচির ঘোষণা দেওয়া হয়। দলের নেতারা বলেন, সরকারের ব্যর্থতার কারণে সাধারণ মানুষ আজ দিশেহারা। চাল, ডাল, তেলসহ সব পণ্যের দাম লাগামহীনভাবে বাড়ছে। এর প্রতিবাদে ঢাকা, চট্টগ্রাম, রাজশাহী, খুলনা, বরিশাল ও সিলেটে মানববন্ধন অনুষ্ঠিত হবে। [409, 468, 674, 640]
headline-line-2: কিনছেন মেম্বার প্রার্থী! [976, 1136, 1111, 1155]
article-condolence-promita [402, 650, 680, 890]
headline-line-2: প্রমিতা বড়ুয়ার দাদার [463, 675, 618, 698]
zodiac-sign-icon [1148, 1760, 1170, 1783]
zodiac-name: ধনু: [1176, 1969, 1197, 1983]
zodiac-text: ব্যবসায়িক কাজে লেনদেন বৃদ্ধি হতে পারে। প্রেম জীবনে সুখ। [1347, 1761, 1480, 1805]
zodiac-sign-icon [1319, 1760, 1342, 1783]
zodiac-name: বৃষ: [1347, 1761, 1368, 1775]
article-body: সারাদেশের মানুষ পদ্মা সেতুর উদ্বোধন উদযাপনের প্রস্তুতি নিচ্ছে। প্রতিটি জেলায় বর্ণাঢ্য আয়োজনের পরিকল্পনা করা হয়েছে। আগামী ২৫ জুন প্রধানমন্ত্রী শেখ হাসিনা সেতুটি উদ্বোধন করবেন। জেলা প্রশাসকদের নির্দেশনা দেওয়া হয়েছে যেন উদ্বোধনী অনুষ্ঠান বড় পর্দায় সরাসরি দেখানোর ব্যবস্থা করা হয়। [409, 1178, 673, 1280]
headline: মির্জাপুরে তুচ্ছ ঘটনাকে [1228, 420, 1401, 443]
